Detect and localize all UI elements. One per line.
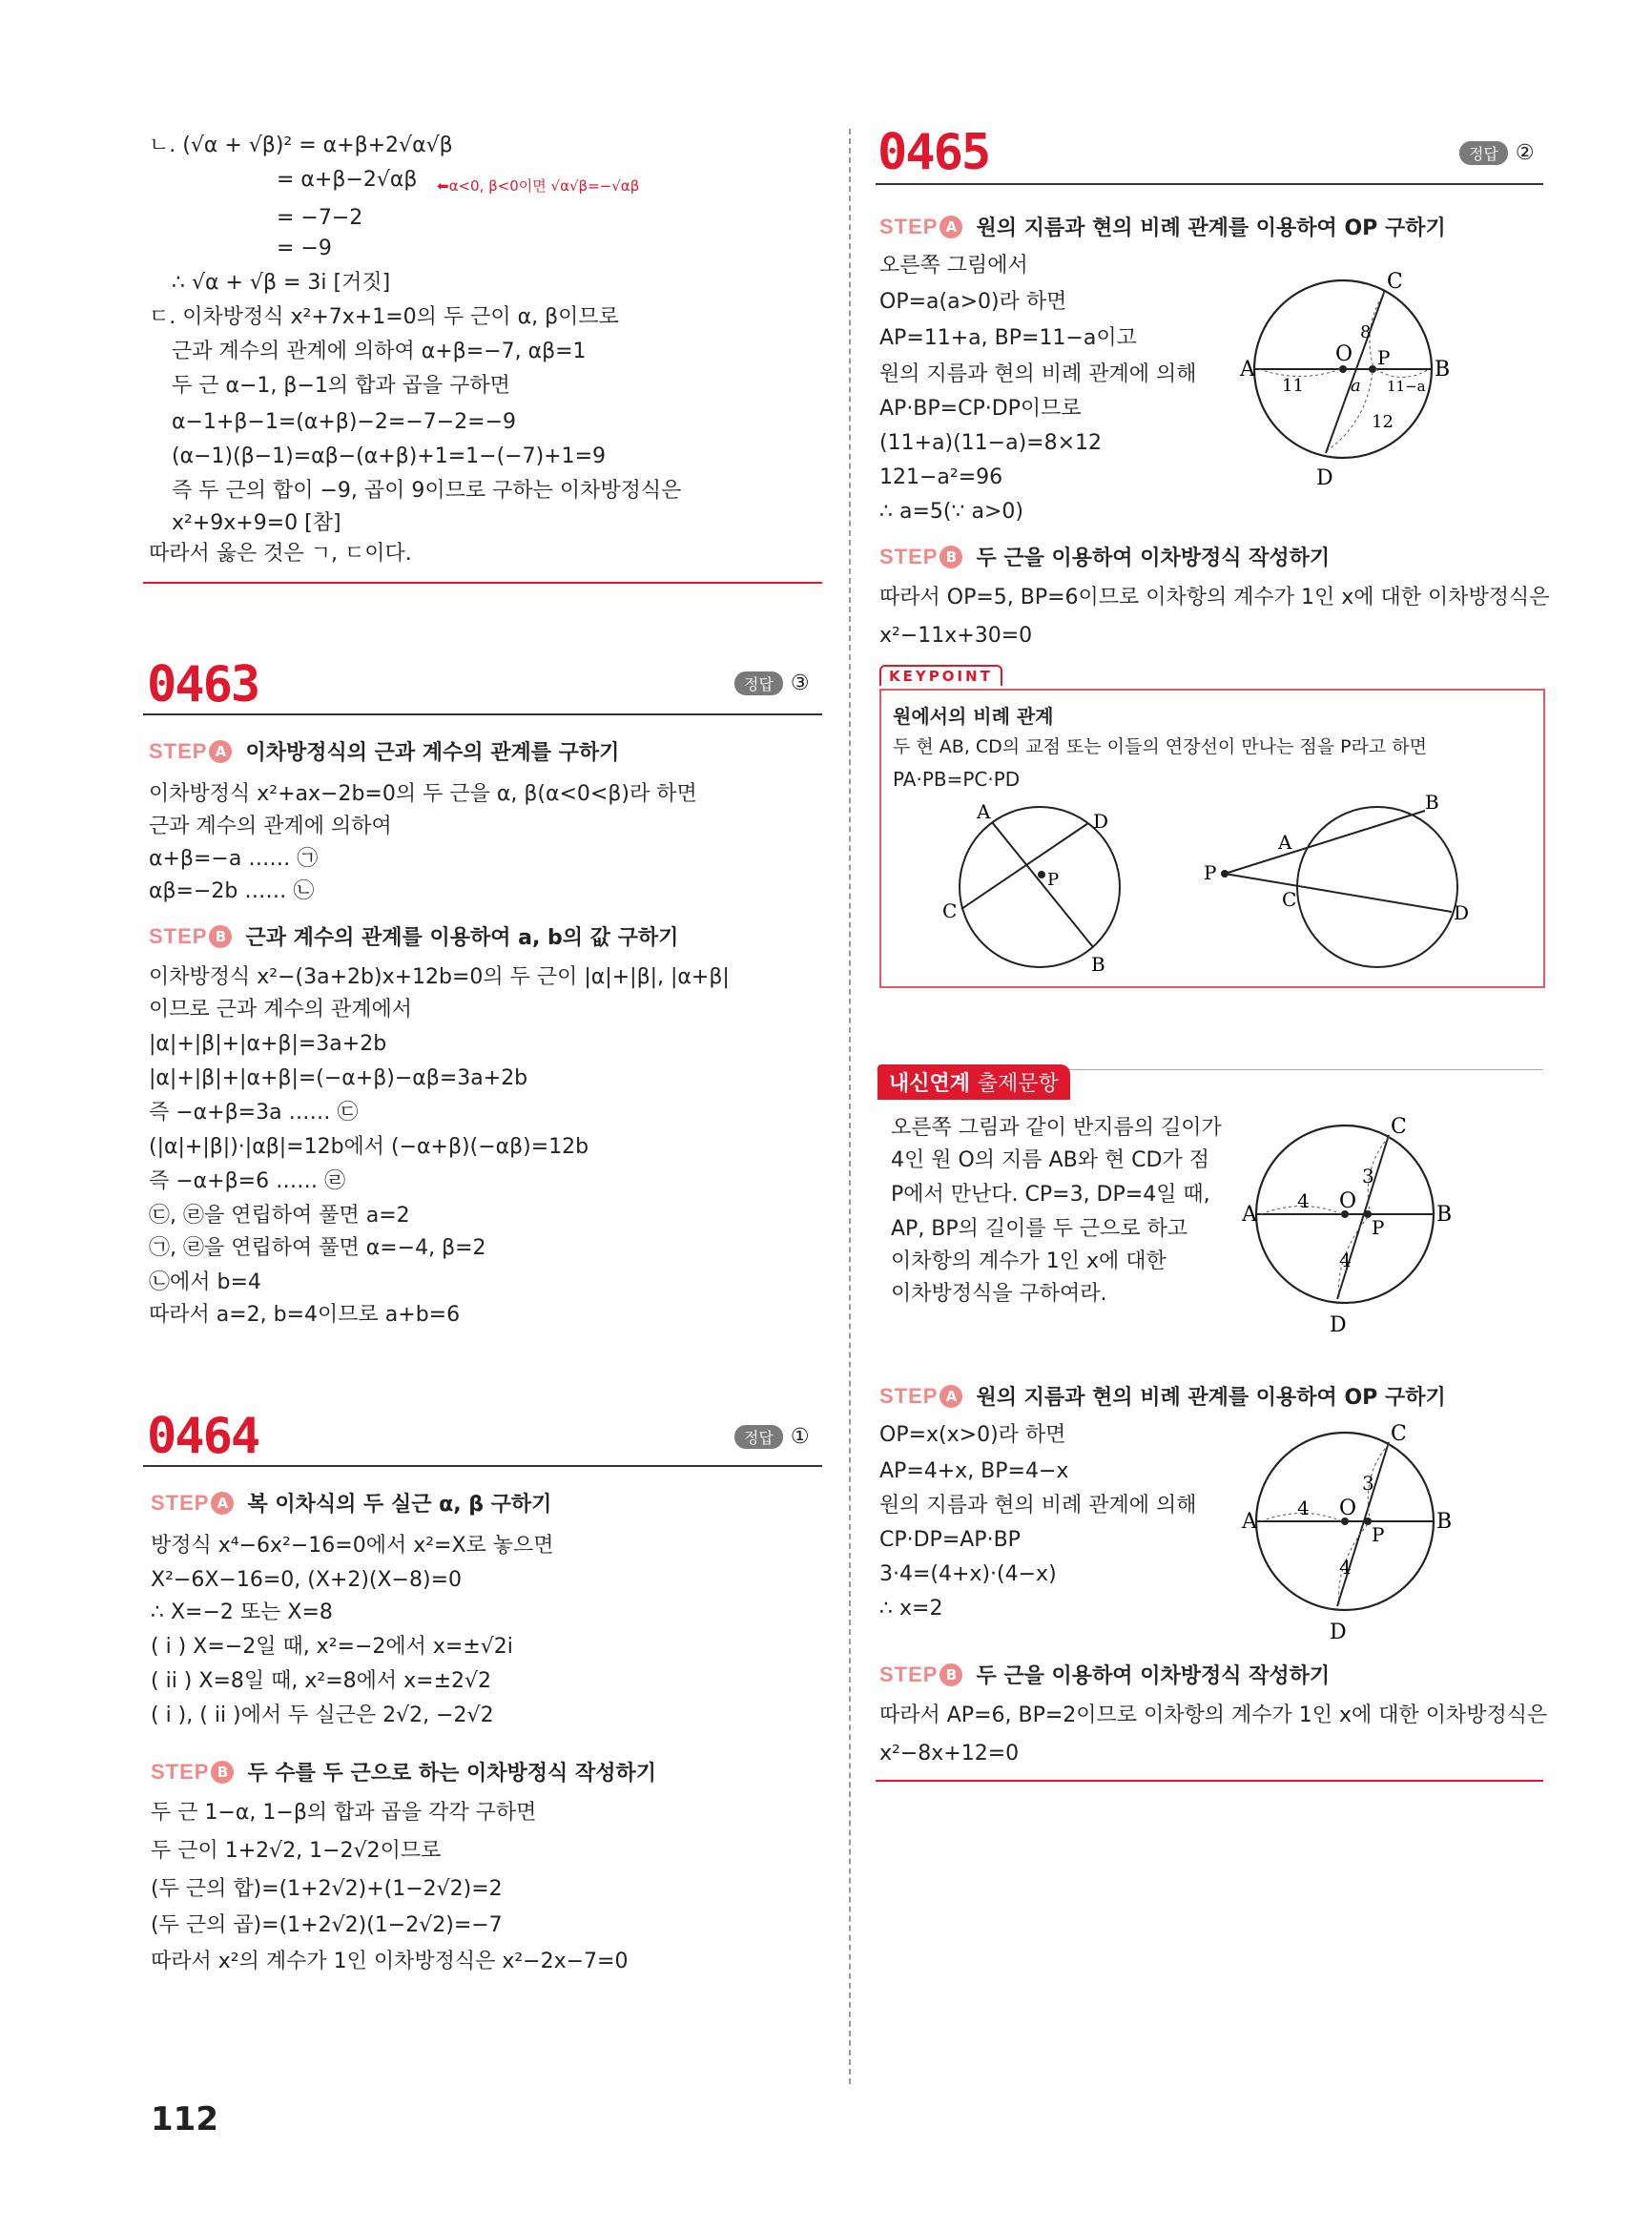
solution-line: 두 근 1−α, 1−β의 합과 곱을 각각 구하면 (151, 1801, 537, 1825)
answer-value: ① (790, 1425, 810, 1449)
step-tag: STEP (151, 1490, 210, 1515)
step-title: 두 근을 이용하여 이차방정식 작성하기 (976, 1664, 1331, 1688)
solution-line: OP=a(a>0)라 하면 (879, 290, 1067, 314)
keypoint-tag: KEYPOINT (879, 665, 1002, 686)
problem-line: AP, BP의 길이를 두 근으로 하고 (891, 1217, 1188, 1241)
solution-line: (11+a)(11−a)=8×12 (879, 431, 1103, 455)
label-D: D (1454, 901, 1470, 924)
label-A: A (1242, 1510, 1257, 1534)
answer-label: 정답 (734, 671, 783, 695)
label-3: 3 (1362, 1165, 1374, 1187)
label-12: 12 (1372, 412, 1394, 432)
solution-line: 즉 −α+β=6 …… ㉣ (149, 1169, 346, 1193)
step-tag: STEP (149, 738, 208, 763)
keypoint-figure-intersecting (939, 799, 1148, 981)
problem-number: 0465 (878, 124, 990, 181)
step-a-heading (149, 736, 619, 766)
solution-line: α+β=−a …… ㉠ (149, 847, 319, 871)
header-rule (876, 183, 1543, 185)
problem-line: P에서 만난다. CP=3, DP=4일 때, (891, 1183, 1210, 1207)
label-A: A (1242, 1203, 1257, 1227)
step-tag: STEP (879, 214, 939, 238)
problem-line: 4인 원 O의 지름 AB와 현 CD가 점 (891, 1148, 1209, 1172)
label-8: 8 (1360, 322, 1372, 342)
step-a-heading (879, 212, 1446, 241)
cont-line: 따라서 옳은 것은 ㄱ, ㄷ이다. (149, 542, 412, 566)
keypoint-box (879, 689, 1545, 988)
solution-line: AP·BP=CP·DP이므로 (879, 397, 1082, 421)
keypoint-formula: PA·PB=PC·PD (893, 768, 1021, 791)
solution-line: CP·DP=AP·BP (879, 1528, 1021, 1552)
answer-value: ③ (790, 671, 810, 695)
cont-line: 즉 두 근의 합이 −9, 곱이 9이므로 구하는 이차방정식은 (172, 479, 682, 503)
label-11-minus-a: 11−a (1387, 378, 1426, 395)
cont-line: x²+9x+9=0 [참] (172, 511, 341, 535)
label-P: P (1047, 870, 1060, 890)
label-A: A (1278, 831, 1292, 854)
section-end-rule (143, 582, 822, 584)
solution-line: 따라서 OP=5, BP=6이므로 이차항의 계수가 1인 x에 대한 이차방정식은 (879, 586, 1550, 609)
solution-line: 따라서 AP=6, BP=2이므로 이차항의 계수가 1인 x에 대한 이차방정식은 (879, 1703, 1548, 1727)
solution-line: AP=11+a, BP=11−a이고 (879, 326, 1137, 350)
cont-line: (α−1)(β−1)=αβ−(α+β)+1=1−(−7)+1=9 (172, 444, 607, 468)
solution-line: 이차방정식 x²−(3a+2b)x+12b=0의 두 근이 |α|+|β|, |α+β| (149, 965, 730, 989)
label-B: B (1436, 1510, 1453, 1534)
label-11: 11 (1282, 376, 1304, 396)
solution-line: OP=x(x>0)라 하면 (879, 1423, 1066, 1447)
solution-line: αβ=−2b …… ㉡ (149, 879, 315, 903)
step-letter: B (940, 1663, 962, 1686)
cont-line: α−1+β−1=(α+β)−2=−7−2=−9 (172, 410, 517, 434)
label-P: P (1204, 861, 1217, 884)
solution-line: ㉠, ㉣을 연립하여 풀면 α=−4, β=2 (149, 1236, 486, 1260)
step-tag: STEP (879, 544, 939, 568)
section-end-rule (876, 1780, 1543, 1782)
label-D: D (1093, 810, 1109, 833)
answer-badge (734, 1425, 810, 1449)
answer-badge (734, 671, 810, 695)
cont-line: = −7−2 (277, 206, 363, 230)
solution-line: x²−11x+30=0 (879, 624, 1033, 648)
label-O: O (1335, 342, 1353, 366)
step-tag: STEP (151, 1759, 210, 1784)
step-title: 두 수를 두 근으로 하는 이차방정식 작성하기 (247, 1762, 656, 1786)
nesin-main: 내신연계 (889, 1072, 971, 1096)
label-C: C (1387, 270, 1403, 294)
solution-line: 이므로 근과 계수의 관계에서 (149, 998, 413, 1022)
step-title: 원의 지름과 현의 비례 관계를 이용하여 OP 구하기 (976, 217, 1446, 240)
step-letter: B (209, 925, 232, 948)
cont-line: 두 근 α−1, β−1의 합과 곱을 구하면 (172, 374, 510, 398)
cont-line: 근과 계수의 관계에 의하여 α+β=−7, αβ=1 (172, 340, 587, 363)
solution-line: 따라서 x²의 계수가 1인 이차방정식은 x²−2x−7=0 (151, 1950, 629, 1973)
label-A: A (1240, 358, 1255, 382)
solution-line: 따라서 a=2, b=4이므로 a+b=6 (149, 1303, 461, 1327)
solution-line: ㉡에서 b=4 (149, 1270, 261, 1294)
label-D: D (1316, 466, 1333, 490)
solution-line: ∴ a=5(∵ a>0) (879, 500, 1023, 524)
label-D: D (1330, 1621, 1347, 1644)
problem-line: 이차방정식을 구하여라. (891, 1282, 1107, 1306)
nesin-sub: 출제문항 (977, 1072, 1059, 1096)
step-b-heading (149, 921, 678, 951)
solution-line: (두 근의 합)=(1+2√2)+(1−2√2)=2 (151, 1877, 503, 1901)
header-rule (143, 1465, 822, 1467)
answer-badge (1459, 141, 1535, 165)
step-b-heading (879, 542, 1330, 571)
step-title: 두 근을 이용하여 이차방정식 작성하기 (976, 547, 1331, 570)
label-radius-4: 4 (1297, 1497, 1310, 1519)
label-P: P (1372, 1523, 1385, 1546)
step-title: 이차방정식의 근과 계수의 관계를 구하기 (245, 741, 620, 765)
solution-line: 원의 지름과 현의 비례 관계에 의해 (879, 1494, 1197, 1518)
label-4: 4 (1339, 1249, 1352, 1271)
solution-line: 원의 지름과 현의 비례 관계에 의해 (879, 362, 1197, 386)
step-letter: A (211, 1492, 234, 1515)
label-4: 4 (1339, 1556, 1352, 1579)
solution-line: ∴ X=−2 또는 X=8 (151, 1600, 333, 1624)
label-B: B (1435, 358, 1451, 382)
solution-line: ㉢, ㉣을 연립하여 풀면 a=2 (149, 1204, 410, 1228)
label-B: B (1425, 791, 1439, 814)
problem-line: 이차항의 계수가 1인 x에 대한 (891, 1249, 1167, 1273)
answer-label: 정답 (1459, 141, 1508, 165)
step-letter: A (209, 740, 232, 763)
label-3: 3 (1362, 1472, 1374, 1495)
label-C: C (1391, 1115, 1407, 1139)
header-rule (143, 713, 822, 715)
solution-line: ( i ) X=−2일 때, x²=−2에서 x=±√2i (151, 1635, 513, 1659)
solution-line: 이차방정식 x²+ax−2b=0의 두 근을 α, β(α<0<β)라 하면 (149, 782, 697, 806)
cont-line: ㄷ. 이차방정식 x²+7x+1=0의 두 근이 α, β이므로 (149, 305, 619, 329)
answer-value: ② (1515, 141, 1535, 165)
label-C: C (942, 899, 958, 922)
step-letter: B (940, 546, 962, 568)
label-P: P (1377, 346, 1391, 369)
keypoint-desc: 두 현 AB, CD의 교점 또는 이들의 연장선이 만나는 점을 P라고 하면 (893, 736, 1428, 757)
red-note: ⬅α<0, β<0이면 √α√β=−√αβ (437, 177, 640, 195)
solution-line: |α|+|β|+|α+β|=(−α+β)−αβ=3a+2b (149, 1066, 528, 1090)
problem-number: 0464 (147, 1408, 259, 1465)
cont-line: = α+β−2√αβ (277, 168, 418, 192)
label-A: A (977, 800, 991, 823)
label-radius-4: 4 (1297, 1189, 1310, 1212)
step-b-heading (879, 1660, 1330, 1689)
cont-line: ㄴ. (√α + √β)² = α+β+2√α√β (149, 134, 453, 157)
step-title: 복 이차식의 두 실근 α, β 구하기 (247, 1493, 552, 1517)
step-letter: B (211, 1761, 234, 1784)
keypoint-figure-secants (1196, 791, 1482, 981)
solution-line: ( i ), ( ii )에서 두 실근은 2√2, −2√2 (151, 1703, 494, 1727)
label-P: P (1372, 1216, 1385, 1239)
label-D: D (1330, 1313, 1347, 1337)
solution-line: 두 근이 1+2√2, 1−2√2이므로 (151, 1839, 442, 1863)
step-a-heading (151, 1488, 551, 1518)
solution-line: (두 근의 곱)=(1+2√2)(1−2√2)=−7 (151, 1913, 503, 1937)
column-divider (849, 129, 851, 2084)
solution-line: (|α|+|β|)·|αβ|=12b에서 (−α+β)(−αβ)=12b (149, 1135, 589, 1159)
solution-line: 근과 계수의 관계에 의하여 (149, 815, 392, 838)
solution-line: ∴ x=2 (879, 1597, 943, 1621)
solution-line: 121−a²=96 (879, 465, 1003, 489)
solution-line: |α|+|β|+|α+β|=3a+2b (149, 1032, 387, 1056)
solution-line: AP=4+x, BP=4−x (879, 1459, 1069, 1483)
step-title: 원의 지름과 현의 비례 관계를 이용하여 OP 구하기 (976, 1386, 1446, 1410)
figure-circle-0465 (1240, 269, 1451, 498)
problem-line: 오른쪽 그림과 같이 반지름의 길이가 (891, 1116, 1222, 1140)
label-B: B (1436, 1203, 1453, 1227)
label-B: B (1091, 953, 1105, 976)
solution-line: ( ii ) X=8일 때, x²=8에서 x=±2√2 (151, 1669, 492, 1693)
nesin-tag (878, 1064, 1070, 1100)
step-a-heading (879, 1381, 1446, 1411)
step-b-heading (151, 1757, 656, 1786)
label-O: O (1339, 1497, 1357, 1520)
step-title: 근과 계수의 관계를 이용하여 a, b의 값 구하기 (245, 926, 679, 950)
label-O: O (1339, 1189, 1357, 1213)
solution-line: 3·4=(4+x)·(4−x) (879, 1562, 1057, 1586)
answer-label: 정답 (734, 1425, 783, 1449)
page-number: 112 (151, 2100, 218, 2138)
solution-line: x²−8x+12=0 (879, 1742, 1020, 1765)
step-letter: A (940, 216, 962, 238)
step-tag: STEP (149, 923, 208, 948)
solution-line: 오른쪽 그림에서 (879, 254, 1028, 278)
solution-line: 즉 −α+β=3a …… ㉢ (149, 1101, 359, 1125)
keypoint-title: 원에서의 비례 관계 (893, 705, 1054, 728)
problem-number: 0463 (147, 656, 259, 713)
step-tag: STEP (879, 1662, 939, 1686)
solution-line: 방정식 x⁴−6x²−16=0에서 x²=X로 놓으면 (151, 1534, 554, 1558)
label-a: a (1351, 376, 1361, 396)
solution-figure-circle (1242, 1421, 1453, 1650)
label-C: C (1391, 1422, 1407, 1446)
step-letter: A (940, 1385, 962, 1408)
cont-line: = −9 (277, 237, 332, 260)
cont-line: ∴ √α + √β = 3i [거짓] (172, 271, 391, 295)
solution-line: X²−6X−16=0, (X+2)(X−8)=0 (151, 1568, 463, 1592)
step-tag: STEP (879, 1383, 939, 1408)
nesin-figure-circle (1242, 1114, 1453, 1343)
label-C: C (1282, 888, 1297, 911)
